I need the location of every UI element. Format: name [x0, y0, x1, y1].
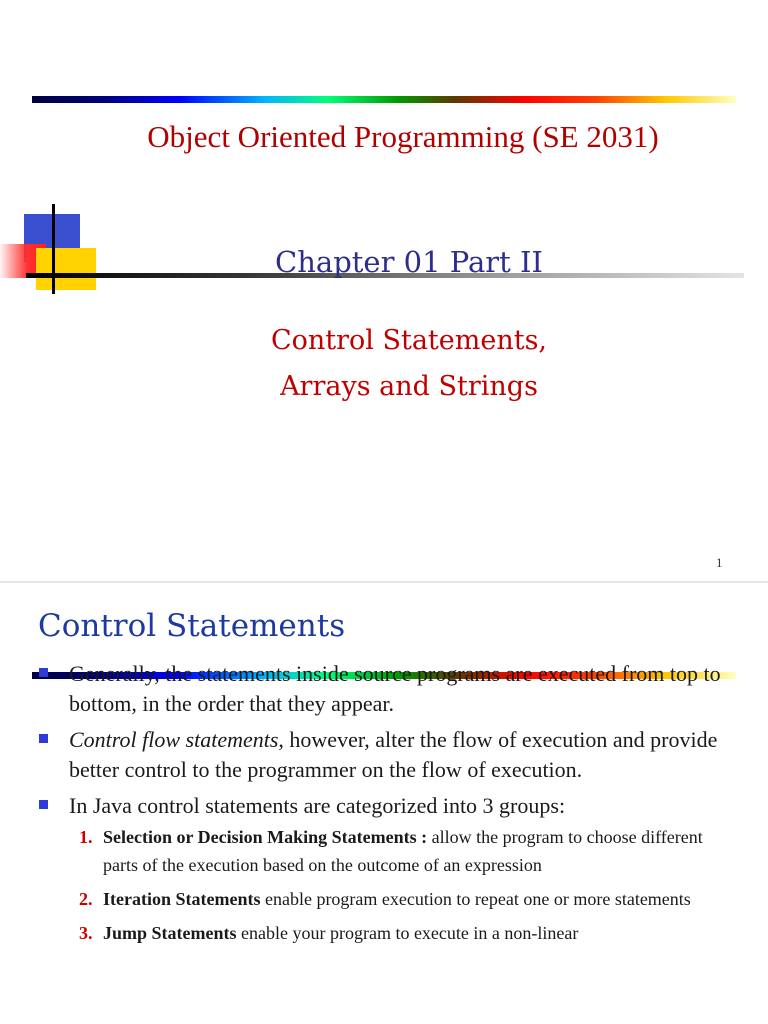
item-text: enable your program to execute in a non-linear — [236, 923, 579, 943]
item-text: enable program execution to repeat one or more statements — [260, 889, 691, 909]
course-title: Object Oriented Programming (SE 2031) — [147, 119, 659, 154]
bullet-text: In Java control statements are categorized into 3 groups: — [69, 793, 566, 818]
item-number: 2. — [79, 889, 93, 909]
list-item — [34, 791, 724, 947]
square-bullet-icon — [39, 800, 48, 809]
item-term: Selection or Decision Making Statements : — [103, 827, 428, 847]
page-number: 1 — [716, 555, 723, 570]
rainbow-header-bar — [32, 96, 736, 103]
square-bullet-icon — [39, 668, 48, 677]
numbered-item — [69, 823, 724, 879]
square-bullet-icon — [39, 734, 48, 743]
item-term: Iteration Statements — [103, 889, 261, 909]
item-term: Jump Statements — [103, 923, 237, 943]
subtitle-line: Control Statements, — [270, 325, 548, 356]
item-number: 3. — [79, 923, 93, 943]
bullet-text: , however, alter the flow of execution and provide better control to the programmer on the flow of execution. — [69, 727, 718, 782]
item-text: allow the program to choose different parts of the execution based on the outcome of an expression — [103, 827, 703, 875]
chapter-title: Chapter 01 Part II — [275, 245, 543, 279]
bullet-text: Generally, the statements inside source programs are executed from top to bottom, in the order that they appear. — [69, 661, 721, 716]
item-number: 1. — [79, 827, 93, 847]
list-item — [34, 659, 724, 719]
bullet-list — [34, 659, 724, 953]
slide-2 — [0, 583, 768, 1024]
numbered-item — [69, 919, 724, 947]
bullet-emphasis: Control flow statements — [69, 727, 279, 752]
subtitle-line: Arrays and Strings — [280, 371, 538, 402]
numbered-item — [69, 885, 724, 913]
numbered-list — [69, 823, 724, 947]
list-item — [34, 725, 724, 785]
slide-title: Control Statements — [38, 608, 346, 644]
chapter-subtitle — [0, 318, 768, 410]
